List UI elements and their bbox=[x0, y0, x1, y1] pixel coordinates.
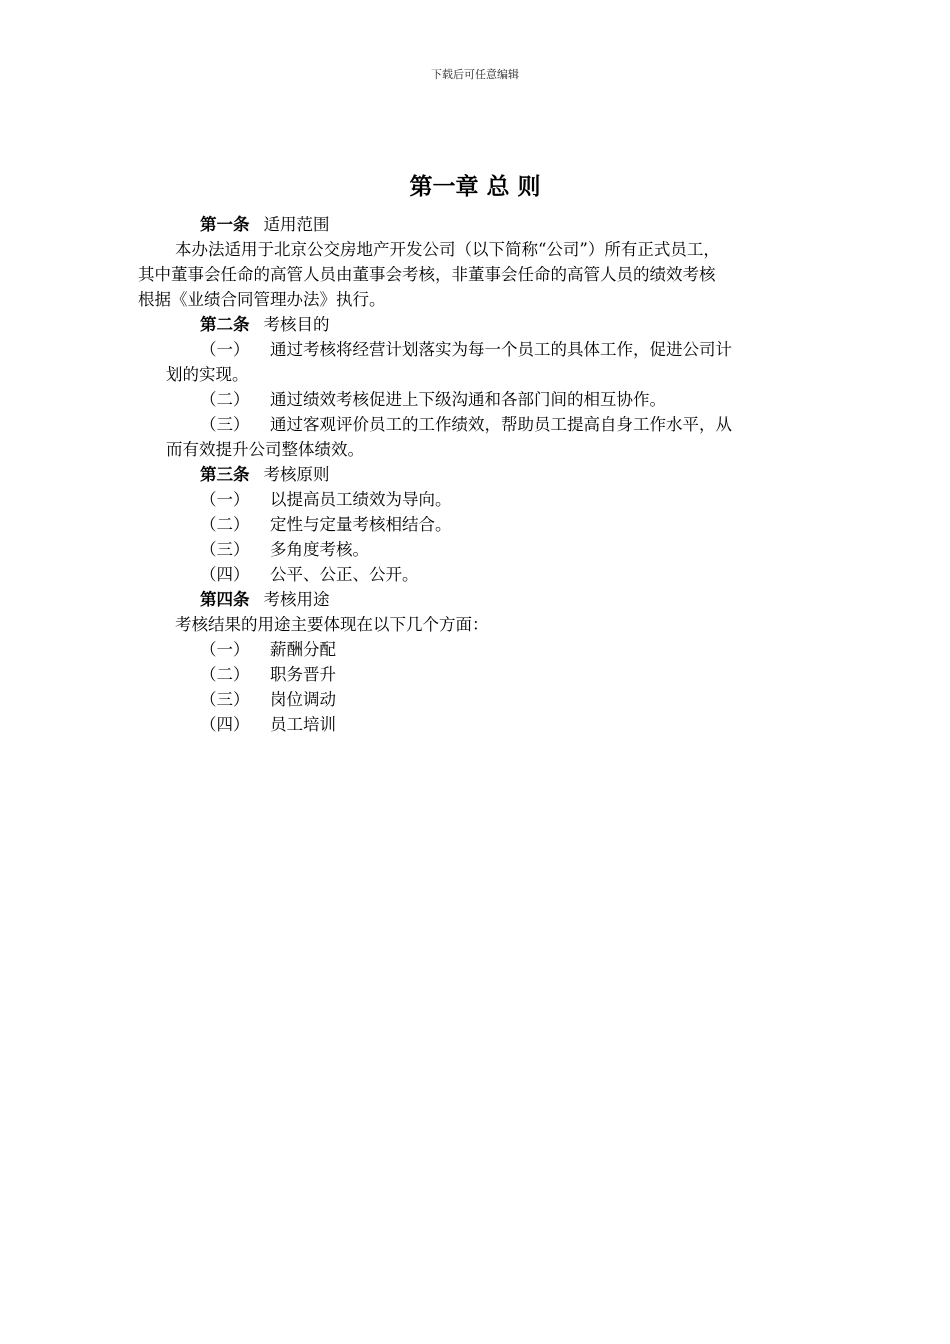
item-number: （四） bbox=[200, 565, 250, 584]
article-3-label: 第三条 bbox=[200, 465, 250, 484]
item-text: 多角度考核。 bbox=[270, 540, 369, 559]
article-2-label: 第二条 bbox=[200, 315, 250, 334]
item-text: 定性与定量考核相结合。 bbox=[270, 515, 452, 534]
item-number: （三） bbox=[200, 690, 250, 709]
article-3-item bbox=[200, 539, 369, 561]
item-text: 职务晋升 bbox=[270, 665, 336, 684]
item-number: （二） bbox=[200, 515, 250, 534]
article-2-item-continuation: 而有效提升公司整体绩效。 bbox=[166, 440, 364, 459]
item-number: （四） bbox=[200, 715, 250, 734]
page-header-note: 下载后可任意编辑 bbox=[431, 68, 519, 81]
article-1-label: 第一条 bbox=[200, 215, 250, 234]
article-3-item bbox=[200, 489, 452, 511]
article-4-item bbox=[200, 714, 336, 736]
item-text: 通过考核将经营计划落实为每一个员工的具体工作，促进公司计 bbox=[270, 340, 732, 359]
article-4-intro: 考核结果的用途主要体现在以下几个方面： bbox=[175, 615, 489, 634]
article-1-text-line: 根据《业绩合同管理办法》执行。 bbox=[138, 290, 386, 309]
article-2-item-continuation: 划的实现。 bbox=[166, 365, 249, 384]
article-4-item bbox=[200, 664, 336, 686]
item-number: （一） bbox=[200, 490, 250, 509]
item-number: （三） bbox=[200, 540, 250, 559]
article-3-item bbox=[200, 564, 419, 586]
item-number: （二） bbox=[200, 390, 250, 409]
article-2-heading bbox=[200, 314, 330, 336]
item-text: 通过绩效考核促进上下级沟通和各部门间的相互协作。 bbox=[270, 390, 666, 409]
article-4-heading bbox=[200, 589, 330, 611]
article-3-item bbox=[200, 514, 452, 536]
chapter-title: 第一章 总 则 bbox=[409, 174, 541, 200]
article-2-item bbox=[200, 414, 732, 436]
article-4-label: 第四条 bbox=[200, 590, 250, 609]
article-1-title: 适用范围 bbox=[263, 215, 330, 234]
item-text: 公平、公正、公开。 bbox=[270, 565, 419, 584]
item-number: （一） bbox=[200, 640, 250, 659]
article-4-title: 考核用途 bbox=[263, 590, 330, 609]
article-3-heading bbox=[200, 464, 330, 486]
item-text: 通过客观评价员工的工作绩效，帮助员工提高自身工作水平，从 bbox=[270, 415, 732, 434]
article-1-text-line: 其中董事会任命的高管人员由董事会考核，非董事会任命的高管人员的绩效考核 bbox=[138, 265, 716, 284]
article-1-heading bbox=[200, 214, 330, 236]
item-number: （一） bbox=[200, 340, 250, 359]
article-3-title: 考核原则 bbox=[263, 465, 330, 484]
item-text: 员工培训 bbox=[270, 715, 336, 734]
item-number: （三） bbox=[200, 415, 250, 434]
article-4-item bbox=[200, 689, 336, 711]
item-number: （二） bbox=[200, 665, 250, 684]
article-2-item bbox=[200, 389, 666, 411]
article-1-text-line: 本办法适用于北京公交房地产开发公司（以下简称“公司”）所有正式员工， bbox=[175, 240, 720, 259]
item-text: 薪酬分配 bbox=[270, 640, 336, 659]
item-text: 岗位调动 bbox=[270, 690, 336, 709]
item-text: 以提高员工绩效为导向。 bbox=[270, 490, 452, 509]
article-2-title: 考核目的 bbox=[263, 315, 330, 334]
article-2-item bbox=[200, 339, 732, 361]
article-4-item bbox=[200, 639, 336, 661]
